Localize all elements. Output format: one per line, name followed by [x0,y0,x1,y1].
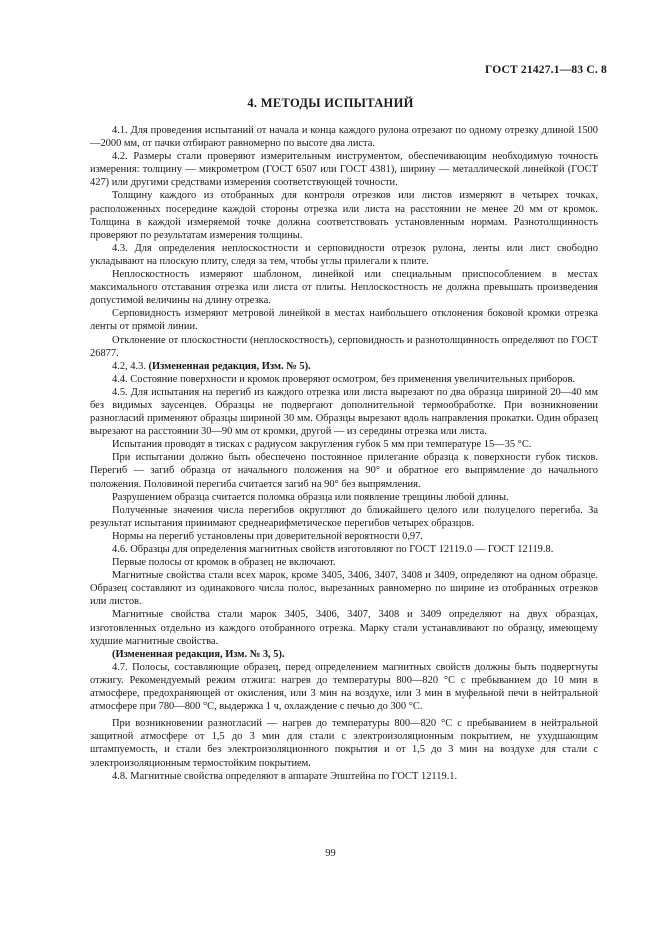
paragraph-text: При испытании должно быть обеспечено постоянное прилегание образца к поверхности губок тисков. Перегиб — загиб образца от начального положения на 90° и обратное его выпрямление до начального положения. Половиной перегиба считается загиб на 90° без выпрямления. [90,452,598,490]
paragraph [90,451,598,490]
paragraph [90,334,598,360]
body-text [90,124,598,783]
paragraph [90,386,598,438]
paragraph-text: 4.5. Для испытания на перегиб из каждого отрезка или листа вырезают по два образца шириной 20—40 мм без видимых заусенцев. Образцы не подвергают дополнительной термообработке. При возникновении разногласий применяют образцы шириной 30 мм. Образцы вырезают вдоль направления прокатки. Один образец вырезают на расстоянии 30—90 мм от кромки, другой — из середины отрезка или листа. [90,386,598,438]
paragraph-text: 4.6. Образцы для определения магнитных свойств изготовляют по ГОСТ 12119.0 — ГОСТ 12119.8. [112,544,554,555]
paragraph [90,648,598,661]
paragraph [90,491,598,504]
paragraph [90,242,598,268]
paragraph [90,307,598,333]
amendment-note: (Измененная редакция, Изм. № 5). [148,360,311,372]
paragraph-text: Серповидность измеряют метровой линейкой в местах наибольшего отклонения боковой кромки отрезка ленты от прямой линии. [90,308,598,333]
paragraph [90,150,598,189]
paragraph-text: Нормы на перегиб установлены при доверительной вероятности 0,97. [112,530,423,542]
paragraph [90,770,598,783]
paragraph [90,504,598,530]
paragraph-text: При возникновении разногласий — нагрев до температуры 800—820 °С с пребыванием в нейтральной защитной атмосфере от 1,5 до 3 мин для стали с электроизоляционным покрытием, не ухудшающим штампуемость, и стали без электроизоляционного покрытия и от 1,5 до 3 мин на воздухе для стали с электроизоляционным термостойким покрытием. [90,718,598,769]
paragraph [90,189,598,241]
paragraph [90,373,598,386]
amendment-note: (Измененная редакция, Изм. № 3, 5). [112,648,285,660]
paragraph [90,438,598,451]
paragraph-text: Неплоскостность измеряют шаблоном, линейкой или специальным приспособлением в местах максимального отставания отрезка или листа от плиты. Неплоскостность не должна превышать произведения допустимой величины на длину отрезка. [90,269,598,307]
paragraph-text: 4.2, 4.3. [112,360,149,372]
paragraph-text: 4.7. Полосы, составляющие образец, перед определением магнитных свойств должны быть подвергнуты отжигу. Рекомендуемый режим отжига: нагрев до температуры 800—820 °С с пребыванием до 10 мин в атмосфере, предохраняющей от окисления, или 3 мин на воздухе, или 3 мин в муфельной печи в нейтральной атмосфере при 780—800 °С, выдержка 1 ч, охлаждение с печью до 300 °С. [90,661,598,713]
paragraph [90,360,598,373]
paragraph-text: 4.2. Размеры стали проверяют измерительным инструментом, обеспечивающим необходимую точность измерения: толщину — микрометром (ГОСТ 6507 или ГОСТ 4381), ширину — металлической линейкой (ГОСТ 427) или другими средствами измерения соответствующей точности. [90,151,598,189]
paragraph-text: Толщину каждого из отобранных для контроля отрезков или листов измеряют в четырех точках, расположенных посередине каждой стороны отрезка или листа на расстоянии не менее 20 мм от кромок. Толщина в каждой измеряемой точке должна соответствовать установленным нормам. Разнотолщинность проверяют по результатам измерения толщины. [90,190,598,241]
paragraph [90,530,598,543]
paragraph-text: Испытания проводят в тисках с радиусом закругления губок 5 мм при температуре 15—35 °С. [112,439,532,451]
paragraph-text: 4.3. Для определения неплоскостности и серповидности отрезок рулона, ленты или лист свободно укладывают на плоскую плиту, следя за тем, чтобы углы прилегали к плите. [90,242,598,267]
paragraph-text: Отклонение от плоскостности (неплоскостность), серповидность и разнотолщинность определяют по ГОСТ 26877. [90,334,598,359]
paragraph [90,569,598,608]
paragraph [90,661,598,713]
paragraph-text: Полученные значения числа перегибов округляют до ближайшего целого или полуцелого перегиба. За результат испытания принимают среднеарифметическое перегибов четырех образцов. [90,504,598,529]
paragraph-text: Разрушением образца считается поломка образца или появление трещины любой длины. [112,491,509,503]
paragraph [90,608,598,647]
paragraph [90,556,598,569]
section-title: 4. МЕТОДЫ ИСПЫТАНИЙ [247,96,414,110]
paragraph [90,268,598,307]
paragraph-text: 4.1. Для проведения испытаний от начала и конца каждого рулона отрезают по одному отрезку длиной 1500—2000 мм, от пачки отбирают равномерно по высоте два листа. [90,125,598,150]
paragraph-text: Магнитные свойства стали марок 3405, 3406, 3407, 3408 и 3409 определяют на двух образцах, изготовленных отдельно из каждого отобранного отрезка. Марку стали устанавливают по образцу, имеющему худшие магнитные свойства. [90,609,598,647]
paragraph [90,124,598,150]
page-number: 99 [325,848,336,859]
paragraph [90,543,598,556]
paragraph-text: 4.4. Состояние поверхности и кромок проверяют осмотром, без применения увеличительных приборов. [112,373,576,385]
paragraph [90,717,598,769]
paragraph-text: Магнитные свойства стали всех марок, кроме 3405, 3406, 3407, 3408 и 3409, определяют на одном образце. Образец составляют из одинакового числа полос, вырезанных равномерно по ширине из отобранных отрезков или листов. [90,570,598,608]
page-header: ГОСТ 21427.1—83 С. 8 [484,64,607,76]
paragraph-text: Первые полосы от кромок в образец не включают. [112,557,336,569]
paragraph-text: 4.8. Магнитные свойства определяют в аппарате Эпштейна по ГОСТ 12119.1. [112,770,458,782]
